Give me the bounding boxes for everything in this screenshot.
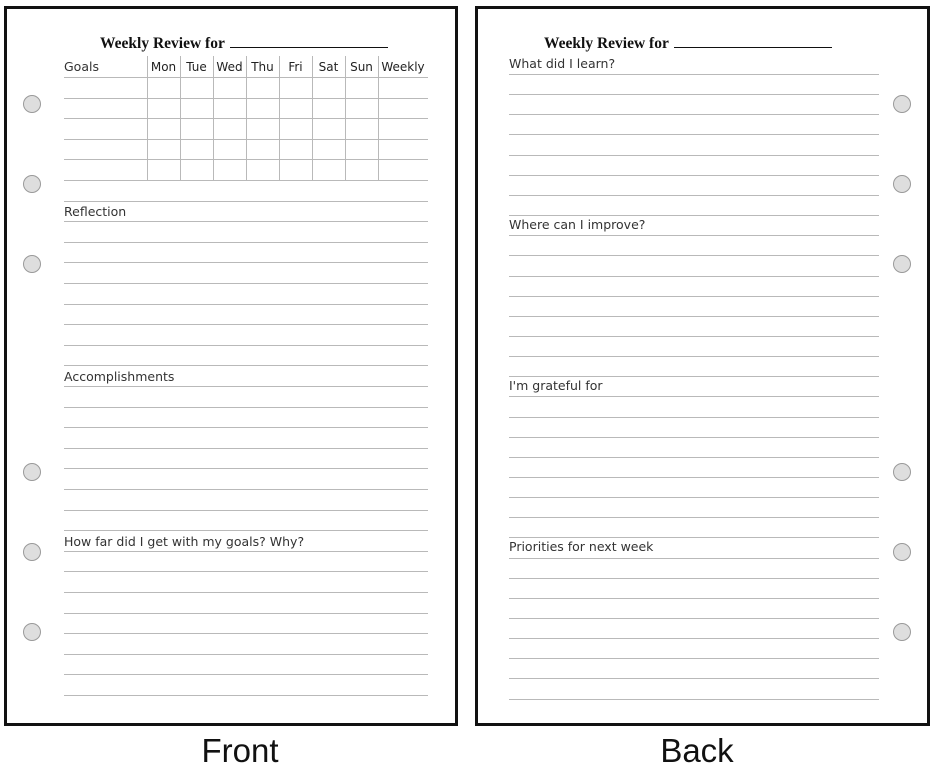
writing-line[interactable] — [509, 618, 879, 619]
writing-line[interactable] — [64, 242, 428, 243]
writing-line[interactable] — [509, 94, 879, 95]
writing-line[interactable] — [64, 365, 428, 366]
day-header-wed: Wed — [216, 60, 243, 74]
writing-line[interactable] — [509, 678, 879, 679]
writing-line[interactable] — [509, 598, 879, 599]
section-label-priorities: Priorities for next week — [509, 539, 654, 554]
punch-hole — [893, 175, 911, 193]
writing-line[interactable] — [64, 468, 428, 469]
writing-line[interactable] — [64, 283, 428, 284]
punch-hole — [23, 175, 41, 193]
writing-line[interactable] — [509, 376, 879, 377]
punch-hole — [893, 463, 911, 481]
punch-hole — [893, 543, 911, 561]
writing-line[interactable] — [64, 201, 428, 202]
writing-line[interactable] — [64, 571, 428, 572]
writing-line[interactable] — [509, 175, 879, 176]
writing-line[interactable] — [509, 356, 879, 357]
writing-line[interactable] — [509, 477, 879, 478]
writing-line[interactable] — [64, 489, 428, 490]
section-label-accomplishments: Accomplishments — [64, 369, 175, 384]
writing-line[interactable] — [509, 578, 879, 579]
day-header-weekly: Weekly — [381, 60, 425, 74]
day-header-thu: Thu — [251, 60, 274, 74]
writing-line[interactable] — [64, 530, 428, 531]
writing-line[interactable] — [509, 235, 879, 236]
front-page — [4, 6, 458, 726]
writing-line[interactable] — [509, 316, 879, 317]
punch-hole — [23, 463, 41, 481]
section-label-learn: What did I learn? — [509, 56, 616, 71]
writing-line[interactable] — [64, 654, 428, 655]
back-title: Weekly Review for — [544, 35, 832, 53]
grid-divider — [378, 56, 379, 181]
writing-line[interactable] — [509, 497, 879, 498]
writing-line[interactable] — [509, 658, 879, 659]
writing-line[interactable] — [509, 155, 879, 156]
punch-hole — [893, 623, 911, 641]
grid-divider — [213, 56, 214, 181]
day-header-mon: Mon — [150, 60, 177, 74]
punch-hole — [23, 95, 41, 113]
writing-line[interactable] — [509, 255, 879, 256]
writing-line[interactable] — [64, 324, 428, 325]
writing-line[interactable] — [64, 427, 428, 428]
writing-line[interactable] — [509, 114, 879, 115]
writing-line[interactable] — [509, 558, 879, 559]
name-blank[interactable] — [674, 35, 832, 48]
punch-hole — [893, 95, 911, 113]
writing-line[interactable] — [509, 638, 879, 639]
writing-line[interactable] — [509, 417, 879, 418]
writing-line[interactable] — [64, 510, 428, 511]
day-header-fri: Fri — [288, 60, 303, 74]
writing-line[interactable] — [509, 134, 879, 135]
writing-line[interactable] — [509, 195, 879, 196]
writing-line[interactable] — [64, 262, 428, 263]
writing-line[interactable] — [509, 396, 879, 397]
punch-hole — [23, 255, 41, 273]
writing-line[interactable] — [509, 74, 879, 75]
back-caption: Back — [660, 732, 734, 769]
punch-hole — [893, 255, 911, 273]
day-header-sat: Sat — [318, 60, 339, 74]
writing-line[interactable] — [509, 276, 879, 277]
writing-line[interactable] — [509, 457, 879, 458]
writing-line[interactable] — [64, 551, 428, 552]
grid-divider — [147, 56, 148, 181]
writing-line[interactable] — [64, 695, 428, 696]
writing-line[interactable] — [509, 537, 879, 538]
grid-divider — [345, 56, 346, 181]
section-label-goals-progress: How far did I get with my goals? Why? — [64, 534, 305, 549]
writing-line[interactable] — [509, 437, 879, 438]
writing-line[interactable] — [64, 386, 428, 387]
writing-line[interactable] — [64, 304, 428, 305]
grid-divider — [180, 56, 181, 181]
grid-divider — [246, 56, 247, 181]
section-label-improve: Where can I improve? — [509, 217, 646, 232]
writing-line[interactable] — [509, 336, 879, 337]
back-page — [475, 6, 930, 726]
writing-line[interactable] — [509, 215, 879, 216]
front-caption: Front — [201, 732, 279, 769]
writing-line[interactable] — [64, 221, 428, 222]
goals-label: Goals — [64, 59, 99, 74]
name-blank[interactable] — [230, 35, 388, 48]
writing-line[interactable] — [64, 448, 428, 449]
writing-line[interactable] — [64, 674, 428, 675]
writing-line[interactable] — [64, 345, 428, 346]
writing-line[interactable] — [64, 633, 428, 634]
section-label-grateful: I'm grateful for — [509, 378, 603, 393]
writing-line[interactable] — [509, 517, 879, 518]
grid-divider — [312, 56, 313, 181]
writing-line[interactable] — [509, 699, 879, 700]
punch-hole — [23, 623, 41, 641]
day-header-tue: Tue — [186, 60, 207, 74]
section-label-reflection: Reflection — [64, 204, 127, 219]
punch-hole — [23, 543, 41, 561]
grid-divider — [279, 56, 280, 181]
writing-line[interactable] — [64, 592, 428, 593]
writing-line[interactable] — [64, 613, 428, 614]
writing-line[interactable] — [64, 407, 428, 408]
day-header-sun: Sun — [350, 60, 373, 74]
front-title: Weekly Review for — [100, 35, 388, 53]
writing-line[interactable] — [509, 296, 879, 297]
